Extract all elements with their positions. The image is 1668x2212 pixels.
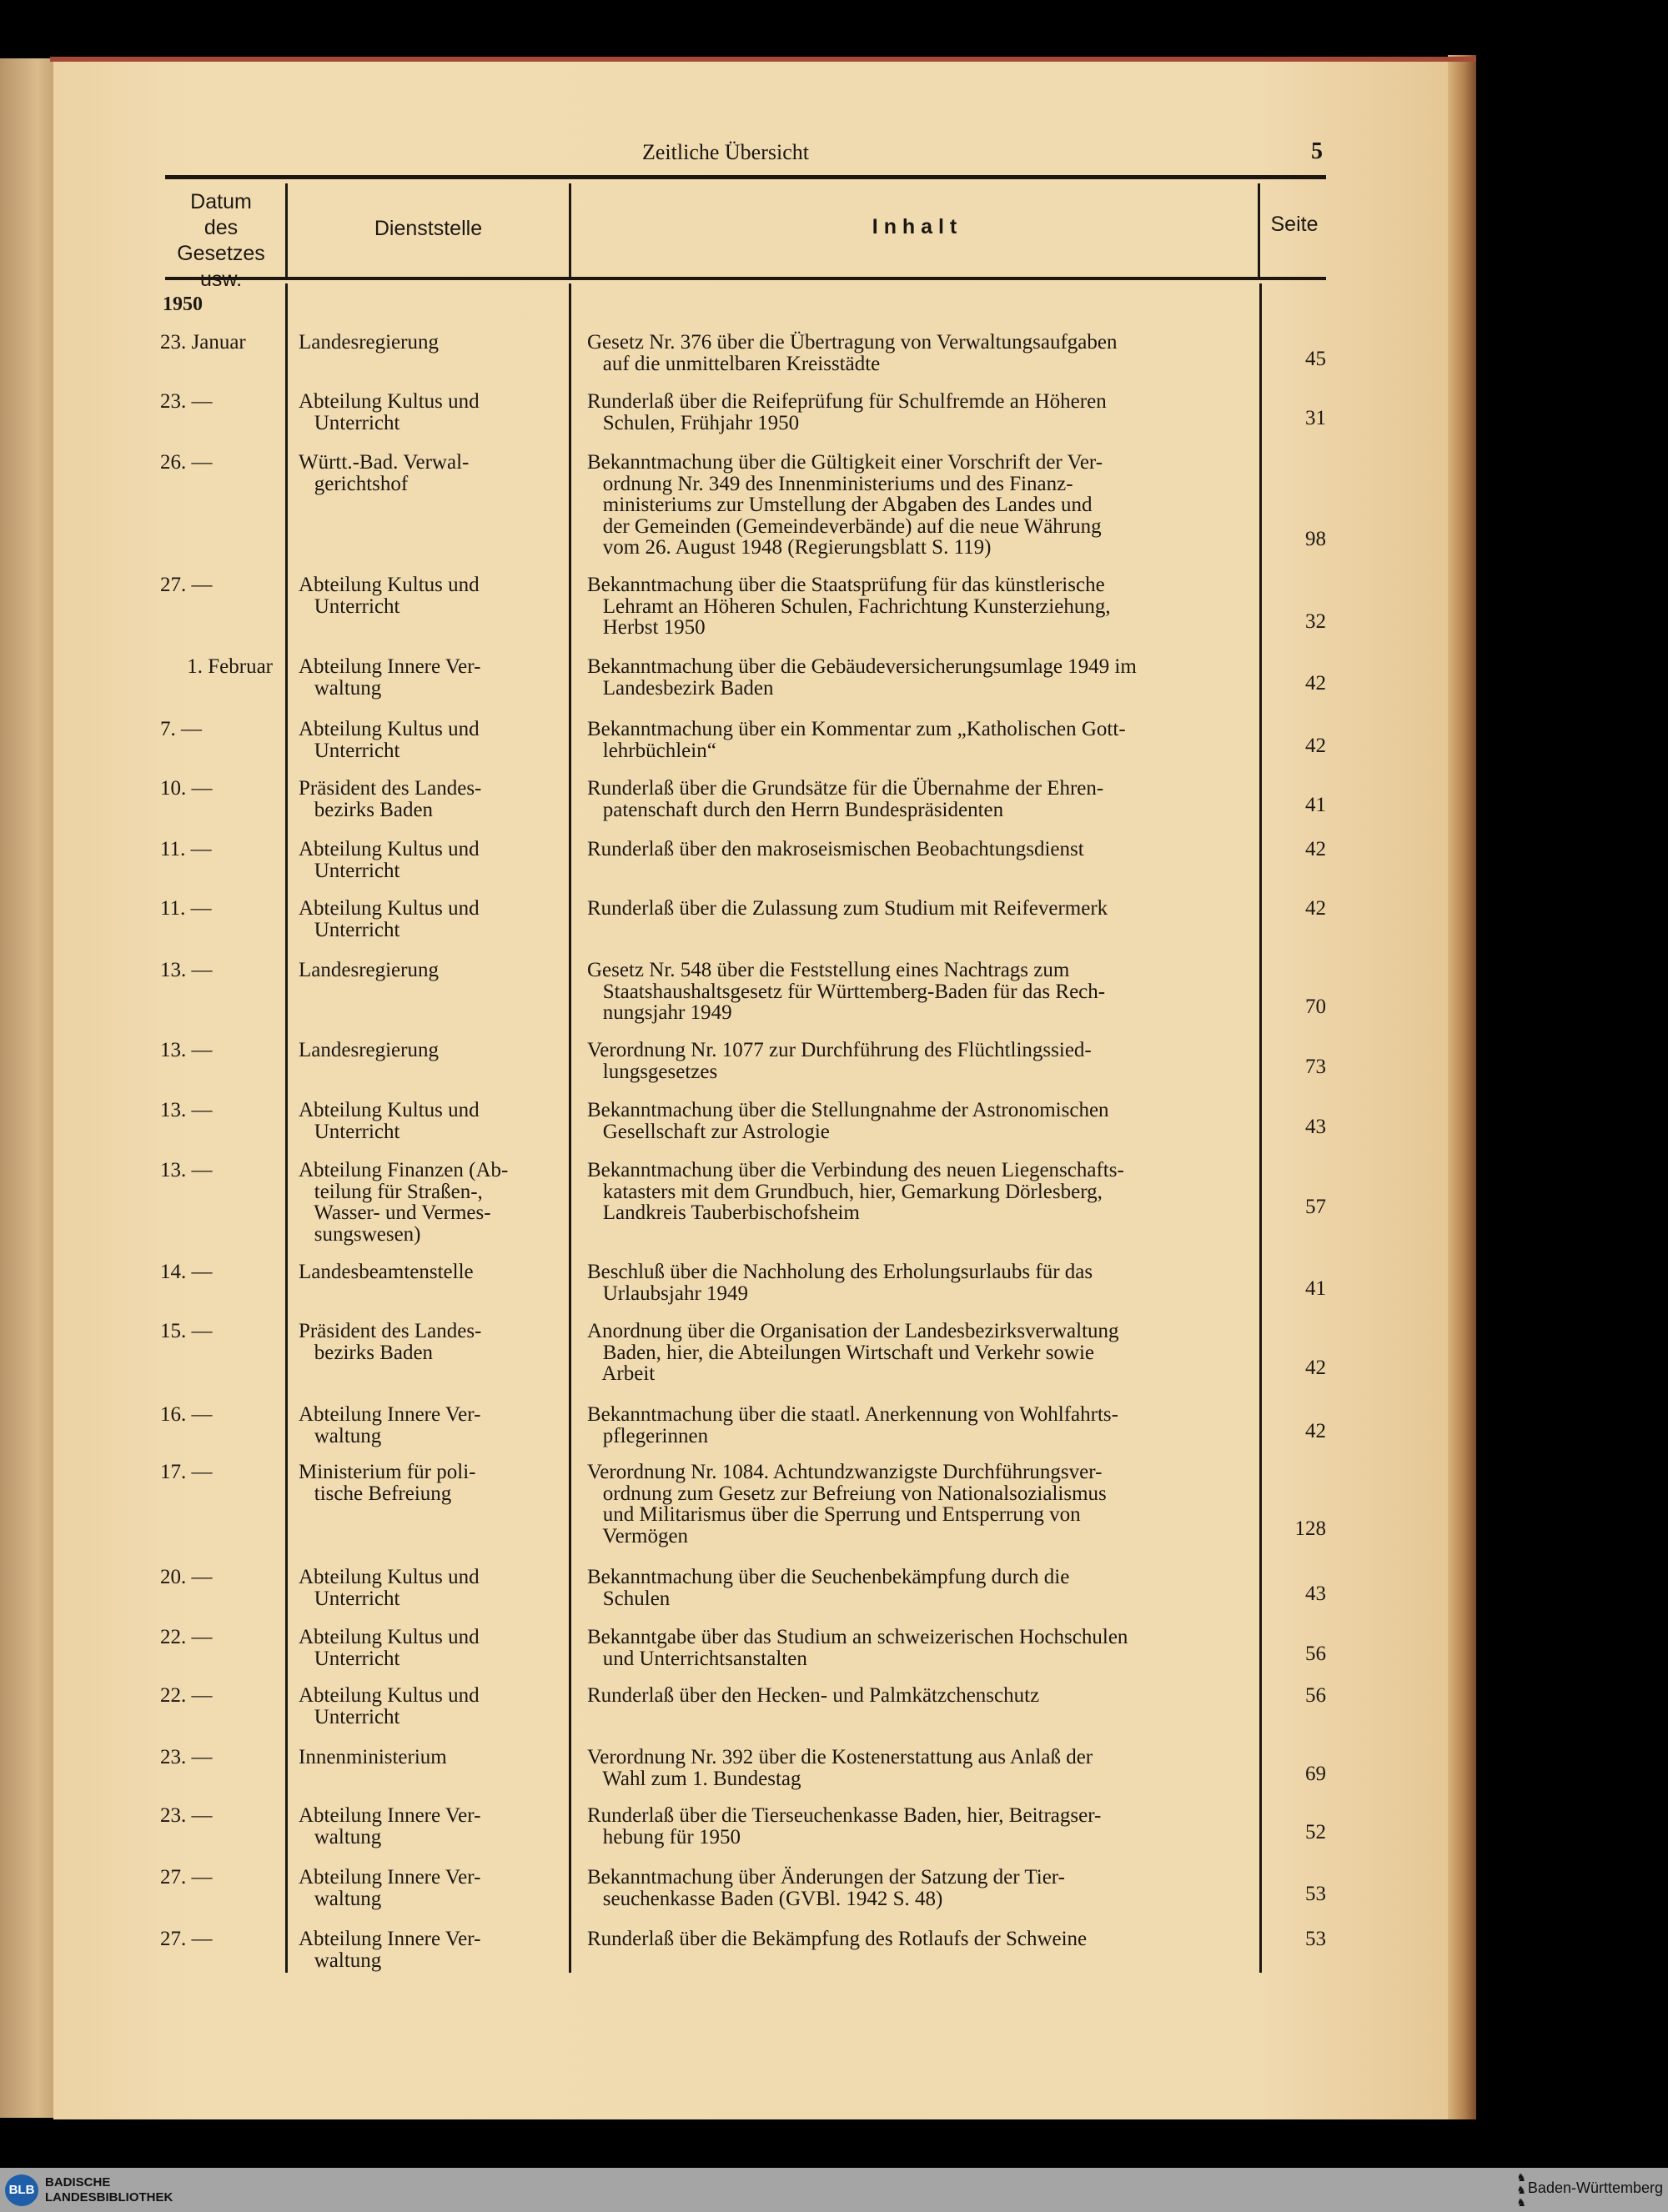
header-bottom-rule [165,277,1326,280]
row-date: 22. — [160,1626,213,1648]
row-dienststelle: Präsident des Landes- bezirks Baden [299,1320,482,1364]
row-seite: 31 [1305,407,1326,429]
state-lion-icon: ♞ ♞ ♞ [1516,2171,1526,2209]
row-inhalt: Bekanntmachung über die Stellungnahme der Astronomischen Gesellschaft zur Astrologie [587,1099,1109,1143]
row-dienststelle: Abteilung Innere Ver- waltung [299,1804,481,1848]
row-dienststelle: Abteilung Kultus und Unterricht [299,1099,480,1143]
row-date: 22. — [160,1684,213,1707]
row-seite: 42 [1305,1420,1326,1442]
row-seite: 42 [1305,672,1326,695]
row-inhalt: Bekanntmachung über Änderungen der Satzung der Tier- seuchenkasse Baden (GVBl. 1942 S. 48) [587,1866,1065,1910]
row-seite: 73 [1305,1056,1326,1078]
row-dienststelle: Abteilung Kultus und Unterricht [299,574,480,618]
page-edge [1448,55,1476,2119]
row-date: 7. — [160,718,202,740]
row-dienststelle: Abteilung Innere Ver- waltung [299,1928,481,1972]
row-seite: 70 [1305,996,1326,1018]
row-seite: 32 [1305,610,1326,633]
page-number: 5 [1311,138,1323,164]
row-date: 10. — [160,777,213,800]
row-date: 26. — [160,451,213,474]
row-inhalt: Bekanntmachung über die staatl. Anerkennung von Wohlfahrts- pflegerinnen [587,1403,1118,1447]
row-dienststelle: Abteilung Kultus und Unterricht [299,718,480,762]
row-date: 13. — [160,1099,213,1121]
row-inhalt: Bekanntmachung über die Gebäudeversicherungsumlage 1949 im Landesbezirk Baden [587,655,1137,700]
running-title: Zeitliche Übersicht [642,140,809,164]
row-seite: 42 [1305,897,1326,920]
row-seite: 56 [1305,1643,1326,1665]
row-dienststelle: Abteilung Kultus und Unterricht [299,897,480,941]
row-seite: 45 [1305,348,1326,370]
column-header-dienststelle: Dienststelle [374,217,483,240]
row-date: 23. — [160,390,213,413]
row-dienststelle: Abteilung Kultus und Unterricht [299,390,480,434]
row-date: 23. Januar [160,331,246,354]
year-heading: 1950 [163,293,203,315]
row-dienststelle: Landesregierung [299,959,439,981]
row-dienststelle: Ministerium für poli- tische Befreiung [299,1461,476,1505]
row-inhalt: Runderlaß über die Zulassung zum Studium mit Reifevermerk [587,897,1108,920]
book-cover-edge [50,57,1476,62]
row-dienststelle: Abteilung Kultus und Unterricht [299,1684,480,1728]
row-dienststelle: Abteilung Finanzen (Ab- teilung für Straßen-, Wasser- und Vermes- sungswesen) [299,1159,509,1246]
row-inhalt: Gesetz Nr. 548 über die Feststellung eines Nachtrags zum Staatshaushaltsgesetz für Württemberg-Baden für das Rech- nungsjahr 1949 [587,959,1106,1024]
column-divider [285,283,288,1973]
row-date: 13. — [160,1039,213,1061]
row-seite: 98 [1305,528,1326,550]
row-date: 27. — [160,574,213,596]
column-header-datum: Datum des Gesetzes usw. [177,190,265,291]
row-inhalt: Runderlaß über die Tierseuchenkasse Baden, hier, Beitragser- hebung für 1950 [587,1804,1102,1848]
row-dienststelle: Landesregierung [299,331,439,354]
row-dienststelle: Präsident des Landes- bezirks Baden [299,777,482,821]
row-inhalt: Bekanntmachung über die Seuchenbekämpfung durch die Schulen [587,1566,1070,1610]
row-inhalt: Bekanntmachung über die Verbindung des neuen Liegenschafts- katasters mit dem Grundbuch, hier, Gemarkung Dörlesberg, Landkreis Tauberbischofsheim [587,1159,1124,1224]
column-divider [1258,183,1260,279]
row-inhalt: Verordnung Nr. 1077 zur Durchführung des Flüchtlingssied- lungsgesetzes [587,1039,1092,1083]
row-seite: 42 [1305,1357,1326,1379]
row-seite: 52 [1305,1821,1326,1843]
row-dienststelle: Landesbeamtenstelle [299,1261,474,1283]
footer-bar [0,2168,1668,2212]
row-date: 14. — [160,1261,213,1283]
book-spine [0,58,53,2118]
row-date: 13. — [160,959,213,981]
row-seite: 53 [1305,1883,1326,1905]
row-inhalt: Bekanntmachung über die Gültigkeit einer Vorschrift der Ver- ordnung Nr. 349 des Innenministeriums und des Finanz- ministeriums zur Umstellung der Abgaben des Landes und der Gemeinden (Gemeindeverbände) auf die neue Währung vom 26. August 1948 (Regierungsblatt S. 119) [587,451,1103,559]
row-seite: 56 [1305,1684,1326,1707]
row-inhalt: Beschluß über die Nachholung des Erholungsurlaubs für das Urlaubsjahr 1949 [587,1261,1093,1305]
row-dienststelle: Württ.-Bad. Verwal- gerichtshof [299,451,470,495]
row-dienststelle: Abteilung Kultus und Unterricht [299,1566,480,1610]
row-seite: 43 [1305,1116,1326,1138]
column-divider [1259,283,1262,1973]
row-dienststelle: Landesregierung [299,1039,439,1061]
row-inhalt: Bekanntmachung über ein Kommentar zum „Katholischen Gott- lehrbüchlein“ [587,718,1126,762]
row-dienststelle: Abteilung Kultus und Unterricht [299,1626,480,1670]
row-date: 15. — [160,1320,213,1342]
row-date: 20. — [160,1566,213,1588]
row-inhalt: Runderlaß über den Hecken- und Palmkätzchenschutz [587,1684,1040,1707]
row-dienststelle: Abteilung Kultus und Unterricht [299,838,480,882]
row-dienststelle: Abteilung Innere Ver- waltung [299,1866,481,1910]
row-inhalt: Runderlaß über den makroseismischen Beobachtungsdienst [587,838,1084,860]
column-header-seite: Seite [1270,213,1319,236]
row-inhalt: Gesetz Nr. 376 über die Übertragung von Verwaltungsaufgaben auf die unmittelbaren Kreisstädte [587,331,1118,375]
row-date: 27. — [160,1866,213,1888]
row-date: 23. — [160,1746,213,1768]
row-dienststelle: Innenministerium [299,1746,447,1768]
row-inhalt: Runderlaß über die Bekämpfung des Rotlaufs der Schweine [587,1928,1088,1950]
row-seite: 41 [1305,794,1326,816]
row-seite: 57 [1305,1196,1326,1218]
row-inhalt: Verordnung Nr. 392 über die Kostenerstattung aus Anlaß der Wahl zum 1. Bundestag [587,1746,1093,1790]
row-dienststelle: Abteilung Innere Ver- waltung [299,655,481,700]
row-date: 27. — [160,1928,213,1950]
row-seite: 42 [1305,735,1326,757]
state-name[interactable]: Baden-Württemberg [1527,2179,1663,2196]
row-seite: 43 [1305,1583,1326,1605]
library-logo[interactable]: BLB [5,2174,38,2206]
library-name: BADISCHE LANDESBIBLIOTHEK [45,2175,173,2204]
top-rule [165,175,1326,179]
row-seite: 53 [1305,1928,1326,1950]
column-header-inhalt: I n h a l t [872,215,957,238]
row-seite: 128 [1294,1517,1326,1540]
row-inhalt: Bekanntgabe über das Studium an schweizerischen Hochschulen und Unterrichtsanstalten [587,1626,1128,1670]
row-inhalt: Verordnung Nr. 1084. Achtundzwanzigste Durchführungsver- ordnung zum Gesetz zur Befreiung von Nationalsozialismus und Militarismus über die Sperrung und Entsperrung von Vermögen [587,1461,1107,1547]
row-date: 16. — [160,1403,213,1426]
row-date: 11. — [160,838,212,860]
row-date: 13. — [160,1159,213,1181]
row-dienststelle: Abteilung Innere Ver- waltung [299,1403,481,1447]
row-seite: 41 [1305,1277,1326,1300]
row-date: 11. — [160,897,212,920]
column-divider [569,283,571,1973]
row-inhalt: Bekanntmachung über die Staatsprüfung für das künstlerische Lehramt an Höheren Schulen, Fachrichtung Kunsterziehung, Herbst 1950 [587,574,1111,639]
row-date: 23. — [160,1804,213,1827]
row-inhalt: Anordnung über die Organisation der Landesbezirksverwaltung Baden, hier, die Abteilungen Wirtschaft und Verkehr sowie Arbeit [587,1320,1119,1385]
row-inhalt: Runderlaß über die Reifeprüfung für Schulfremde an Höheren Schulen, Frühjahr 1950 [587,390,1107,434]
row-date: 17. — [160,1461,213,1483]
row-seite: 42 [1305,838,1326,860]
row-inhalt: Runderlaß über die Grundsätze für die Übernahme der Ehren- patenschaft durch den Herrn Bundespräsidenten [587,777,1104,821]
row-date: 1. Februar [187,655,273,678]
row-seite: 69 [1305,1763,1326,1785]
